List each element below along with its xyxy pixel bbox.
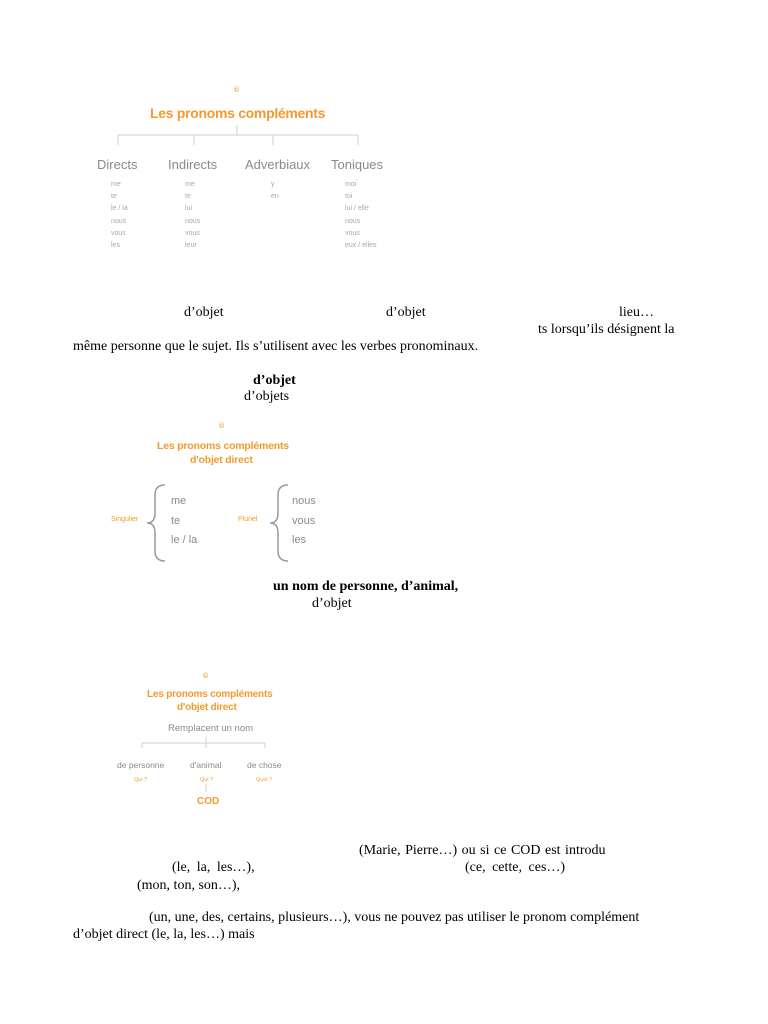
list-item: nous	[345, 217, 361, 225]
list-item: lui	[185, 205, 193, 213]
para1-fragment-a: d’objet	[184, 305, 224, 320]
column-items-adverbiaux	[271, 179, 279, 203]
list-item: nous	[111, 217, 127, 225]
logo-icon: ©	[219, 423, 225, 430]
result-label-cod: COD	[197, 796, 220, 807]
column-items-indirects	[185, 179, 200, 252]
list-item: le / la	[171, 534, 198, 546]
figure-title-line-2: d'objet direct	[190, 454, 253, 466]
figure-cod-replaces-noun	[110, 670, 300, 815]
list-item: eux / elles	[345, 242, 377, 250]
list-item: vous	[111, 229, 126, 237]
figure-cod-singular-plural	[105, 420, 345, 565]
figure-subtitle: Remplacent un nom	[168, 723, 254, 734]
branch-label-animal: d'animal	[190, 760, 222, 770]
branch-label-chose: de chose	[247, 760, 282, 770]
para2-line-1: d’objet	[253, 373, 296, 388]
column-items-toniques	[345, 179, 377, 252]
list-item: en	[271, 193, 279, 201]
para5-line-1: (un, une, des, certains, plusieurs…), vous ne pouvez pas utiliser le pronom complément	[149, 910, 640, 925]
list-item: nous	[292, 495, 316, 507]
list-item: me	[111, 181, 121, 188]
list-item: y	[271, 181, 275, 188]
figure-title-line-1: Les pronoms compléments	[147, 689, 273, 700]
list-item: vous	[345, 229, 360, 237]
list-item: te	[111, 193, 117, 201]
list-item: te	[185, 193, 191, 201]
column-heading-indirects: Indirects	[168, 157, 218, 172]
para4-line-3: (mon, ton, son…),	[137, 878, 241, 893]
singular-label: Singulier	[111, 516, 139, 523]
para4-line-1: (Marie, Pierre…) ou si ce COD est introdu	[359, 843, 606, 858]
list-item: lui / elle	[345, 205, 369, 213]
list-item: toi	[345, 193, 353, 201]
para5-line-2: d’objet direct (le, la, les…) mais	[73, 927, 255, 942]
plural-items	[292, 492, 316, 551]
column-items-directs	[111, 179, 128, 252]
list-item: me	[185, 181, 195, 188]
column-heading-directs: Directs	[97, 157, 138, 172]
para4-fragment-a: (le, la, les…),	[172, 860, 255, 875]
figure-title: Les pronoms compléments	[150, 105, 326, 121]
branch-question-chose: Quoi ?	[256, 777, 273, 783]
list-item: les	[111, 242, 120, 250]
list-item: les	[292, 534, 307, 546]
list-item: me	[171, 495, 187, 507]
list-item: te	[171, 514, 181, 527]
list-item: vous	[185, 229, 200, 237]
logo-icon: ©	[203, 673, 209, 680]
para1-line-2: ts lorsqu’ils désignent la	[538, 322, 675, 337]
list-item: le / la	[111, 205, 128, 213]
para4-fragment-b: (ce, cette, ces…)	[465, 860, 566, 875]
logo-icon: ©	[234, 87, 240, 94]
tree-connector-lines	[110, 670, 300, 815]
tree-connector-lines	[90, 85, 390, 165]
para1-line-3: même personne que le sujet. Ils s’utilisent avec les verbes pronominaux.	[73, 339, 479, 354]
plural-label: Pluriel	[238, 516, 258, 523]
para1-fragment-b: d’objet	[386, 305, 426, 320]
list-item: nous	[185, 217, 201, 225]
figure-pronoms-complements	[90, 85, 390, 255]
list-item: leur	[185, 242, 197, 250]
figure-title-line-1: Les pronoms compléments	[157, 440, 289, 452]
figure-title-line-2: d'objet direct	[177, 702, 237, 713]
para3-line-1: un nom de personne, d’animal,	[273, 579, 459, 594]
para1-fragment-c: lieu…	[619, 305, 654, 320]
left-brace-icon	[268, 483, 292, 563]
branch-question-personne: Qui ?	[134, 777, 148, 783]
list-item: moi	[345, 181, 357, 188]
branch-question-animal: Qui ?	[200, 777, 214, 783]
column-heading-adverbiaux: Adverbiaux	[245, 157, 311, 172]
left-brace-icon	[145, 483, 169, 563]
list-item: vous	[292, 514, 316, 527]
branch-label-personne: de personne	[117, 760, 165, 770]
singular-items	[171, 492, 197, 551]
para3-line-2: d’objet	[312, 596, 352, 611]
para2-line-2: d’objets	[244, 389, 290, 404]
column-heading-toniques: Toniques	[331, 157, 384, 172]
